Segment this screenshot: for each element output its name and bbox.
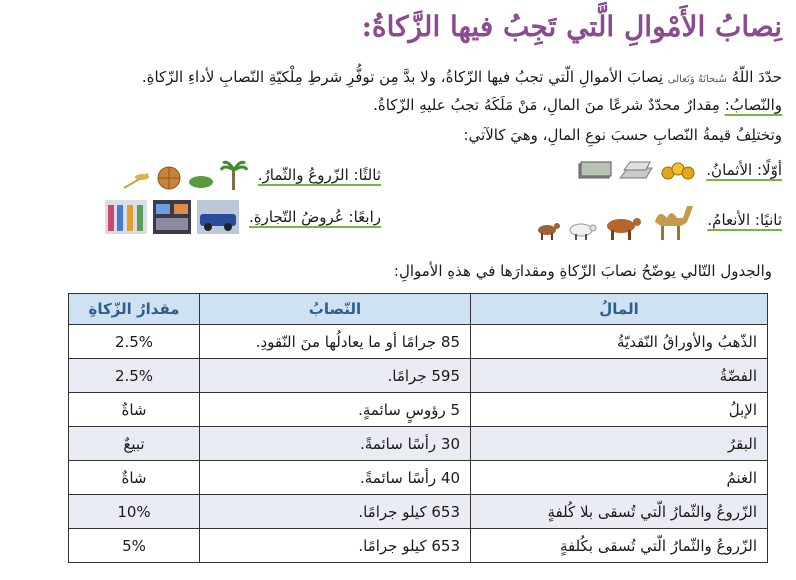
- table-row: [69, 461, 768, 495]
- goat-icon: [535, 220, 561, 240]
- table-row: [69, 427, 768, 461]
- cell-amount: شاةٌ: [69, 461, 200, 495]
- paragraph-intro-note: سُبحانَهُ وَتَعالى: [667, 74, 727, 85]
- cell-wealth: البقرُ: [471, 427, 768, 461]
- header-wealth: المالُ: [471, 294, 768, 325]
- cell-wealth: الغنمُ: [471, 461, 768, 495]
- category-currencies: [422, 160, 782, 180]
- cell-wealth: الذّهبُ والأوراقُ النّقديّةُ: [471, 325, 768, 359]
- wheat-icon: [122, 170, 150, 190]
- grains-bowl-icon: [156, 166, 182, 190]
- header-zakat-amount: مقدارُ الزّكاةِ: [69, 294, 200, 325]
- currencies-images: [578, 160, 696, 180]
- table-row: [69, 325, 768, 359]
- paragraph-intro-end: نِصابَ الأموالِ الّتي تجبُ فيها الزّكاةُ، ولا بدَّ مِن توفُّرِ شرطِ مِلْكيّةِ النّصابِ لأداءِ الزّكاةِ.: [141, 68, 663, 86]
- paragraph-definition: [12, 94, 782, 116]
- category-trade-goods: [11, 200, 381, 234]
- zakat-table: [68, 293, 768, 563]
- crops-images: [122, 160, 248, 190]
- cell-nisab: 40 رأسًا سائمةً.: [200, 461, 471, 495]
- table-row: [69, 359, 768, 393]
- category-crops-label: ثالثًا: الزّروعُ والثّمارُ.: [257, 166, 381, 184]
- header-nisab: النّصابُ: [200, 294, 471, 325]
- category-livestock: [412, 200, 782, 240]
- cell-amount: 2.5%: [69, 325, 200, 359]
- table-header-row: [69, 294, 768, 325]
- supermarket-icon: [105, 200, 147, 234]
- definition-term: والنّصابُ:: [724, 96, 782, 114]
- cell-nisab: 595 جرامًا.: [200, 359, 471, 393]
- cell-wealth: الزّروعُ والثّمارُ الّتي تُسقى بكُلفةٍ: [471, 529, 768, 563]
- category-trade-goods-label: رابعًا: عُروضُ التّجارةِ.: [249, 208, 381, 226]
- paragraph-intro: [12, 66, 782, 91]
- cell-amount: شاةٌ: [69, 393, 200, 427]
- cell-amount: 2.5%: [69, 359, 200, 393]
- cell-wealth: الزّروعُ والثّمارُ الّتي تُسقى بلا كُلفةٍ: [471, 495, 768, 529]
- table-intro: والجدول التّالي يوضّحُ نصابَ الزّكاةِ ومقدارَها في هذهِ الأموالِ:: [393, 262, 772, 280]
- cell-wealth: الإبلُ: [471, 393, 768, 427]
- cow-icon: [603, 214, 643, 240]
- banknotes-icon: [578, 160, 612, 180]
- camel-icon: [649, 200, 697, 240]
- silver-bars-icon: [618, 160, 654, 180]
- sheep-icon: [567, 220, 597, 240]
- cell-nisab: 653 كيلو جرامًا.: [200, 529, 471, 563]
- definition-text: مِقدارٌ محدّدٌ شرعًا منَ المالِ، مَنْ مَلَكَهُ تجبُ عليهِ الزّكاةُ.: [373, 96, 720, 114]
- livestock-images: [535, 200, 697, 240]
- paragraph-types: وتختلِفُ قيمةُ النّصابِ حسبَ نوعِ المالِ، وهيَ كالآتي:: [463, 126, 782, 144]
- page-title: نِصابُ الأَمْوالِ الَّتي تَجِبُ فيها الزَّكاةُ:: [361, 10, 782, 43]
- table-row: [69, 495, 768, 529]
- category-livestock-label: ثانيًا: الأنعامُ.: [707, 211, 782, 229]
- category-currencies-label: أوّلًا: الأثمانُ.: [706, 161, 782, 179]
- cell-nisab: 30 رأسًا سائمةً.: [200, 427, 471, 461]
- cell-amount: تبيعٌ: [69, 427, 200, 461]
- cell-nisab: 653 كيلو جرامًا.: [200, 495, 471, 529]
- cars-icon: [197, 200, 239, 234]
- palm-tree-icon: [220, 160, 248, 190]
- table-row: [69, 393, 768, 427]
- cell-amount: 5%: [69, 529, 200, 563]
- category-crops: [11, 160, 381, 190]
- gold-coins-icon: [660, 160, 696, 180]
- electronics-store-icon: [153, 200, 191, 234]
- paragraph-intro-start: حدّدَ اللّهُ: [731, 68, 782, 86]
- cell-wealth: الفضّةُ: [471, 359, 768, 393]
- cell-nisab: 5 رؤوسٍ سائمةٍ.: [200, 393, 471, 427]
- trade-goods-images: [105, 200, 239, 234]
- cell-amount: 10%: [69, 495, 200, 529]
- leaves-icon: [188, 174, 214, 190]
- cell-nisab: 85 جرامًا أو ما يعادلُها منَ النّقودِ.: [200, 325, 471, 359]
- table-row: [69, 529, 768, 563]
